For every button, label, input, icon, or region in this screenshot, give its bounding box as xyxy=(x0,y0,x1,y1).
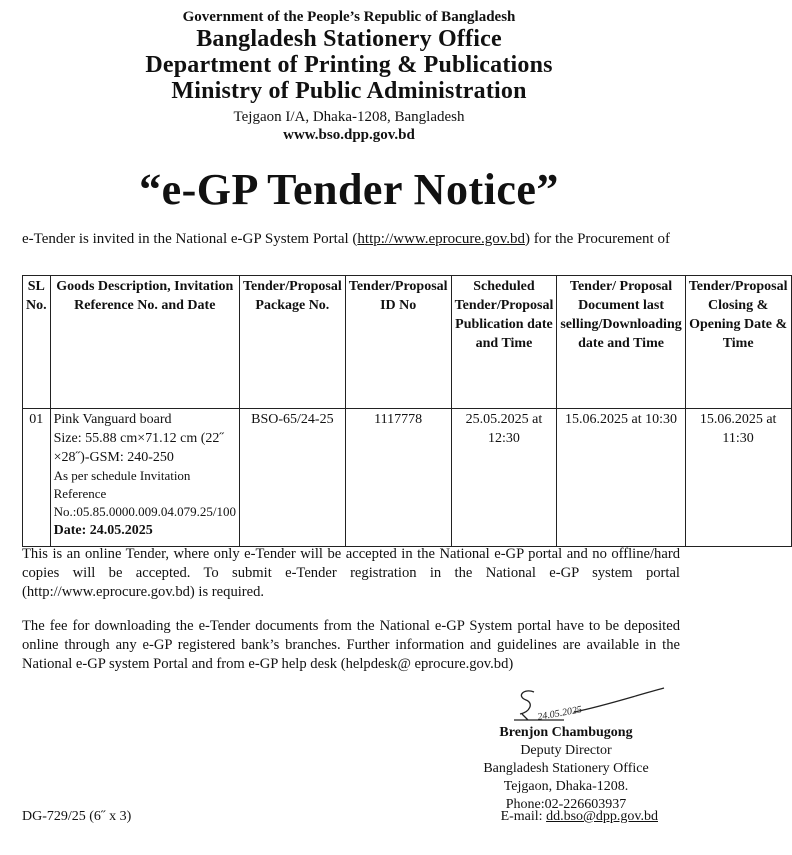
signatory-office: Bangladesh Stationery Office xyxy=(483,761,649,776)
eprocure-link[interactable]: http://www.eprocure.gov.bd xyxy=(357,231,526,247)
website: www.bso.dpp.gov.bd xyxy=(283,127,415,143)
office-name: Bangladesh Stationery Office xyxy=(196,26,502,52)
signatory-designation: Deputy Director xyxy=(520,743,612,758)
online-tender-paragraph: This is an online Tender, where only e-Tender will be accepted in the National e-GP portal and no offline/hard copies will be accepted. To submit e-Tender registration in the National e-GP system portal (http://www.eprocure.gov.bd) is required. xyxy=(22,546,680,600)
fee-paragraph: The fee for downloading the e-Tender documents from the National e-GP System portal have to be deposited online through any e-GP registered bank’s branches. Further information and guidelines are available in the National e-GP system Portal and from e-GP help desk (helpdesk@ eprocure.gov.bd) xyxy=(22,618,680,672)
table-row xyxy=(23,409,792,547)
signatory-location: Tejgaon, Dhaka-1208. xyxy=(503,779,629,794)
email-label: E-mail: xyxy=(500,809,547,824)
cell-package: BSO-65/24-25 xyxy=(239,409,345,547)
intro-paragraph xyxy=(22,230,680,249)
intro-text-after: ) for the Procurement of xyxy=(525,231,670,247)
signatory-name: Brenjon Chambugong xyxy=(499,725,633,740)
desc-date: Date: 24.05.2025 xyxy=(53,523,153,538)
cell-publication: 25.05.2025 at 12:30 xyxy=(451,409,557,547)
header-closing: Tender/Proposal Closing & Opening Date & Time xyxy=(685,276,791,409)
header-selling: Tender/ Proposal Document last selling/Downloading date and Time xyxy=(557,276,685,409)
department-name: Department of Printing & Publications xyxy=(145,52,553,78)
cell-sl: 01 xyxy=(23,409,51,547)
ministry-name: Ministry of Public Administration xyxy=(171,78,527,104)
header-id: Tender/Proposal ID No xyxy=(345,276,451,409)
desc-size: Size: 55.88 cm×71.12 cm (22˝ ×28˝)-GSM: 240-250 xyxy=(53,431,225,465)
header-sl: SL No. xyxy=(23,276,51,409)
header-package: Tender/Proposal Package No. xyxy=(239,276,345,409)
cell-id: 1117778 xyxy=(345,409,451,547)
intro-text-before: e-Tender is invited in the National e-GP System Portal ( xyxy=(22,231,358,247)
address: Tejgaon I/A, Dhaka-1208, Bangladesh xyxy=(233,109,465,125)
desc-reference: As per schedule Invitation Reference No.:05.85.0000.009.04.079.25/100 xyxy=(53,468,236,519)
email-link[interactable]: dd.bso@dpp.gov.bd xyxy=(546,809,658,824)
signature-block xyxy=(456,724,676,814)
cell-closing: 15.06.2025 at 11:30 xyxy=(685,409,791,547)
header xyxy=(0,8,698,144)
table-header-row xyxy=(23,276,792,409)
header-description: Goods Description, Invitation Reference No. and Date xyxy=(50,276,239,409)
handwritten-signature xyxy=(494,686,674,726)
email-line xyxy=(501,808,658,826)
footer-code: DG-729/25 (6˝ x 3) xyxy=(22,809,132,824)
signatory-phone: Phone:02-226603937 xyxy=(505,797,627,812)
cell-selling: 15.06.2025 at 10:30 xyxy=(557,409,685,547)
desc-item: Pink Vanguard board xyxy=(53,412,172,427)
government-line: Government of the People’s Republic of Bangladesh xyxy=(182,9,516,25)
tender-table xyxy=(22,275,792,547)
notice-title: “e-GP Tender Notice” xyxy=(139,165,559,214)
header-publication: Scheduled Tender/Proposal Publication date and Time xyxy=(451,276,557,409)
signature-graphic xyxy=(494,686,674,726)
cell-description xyxy=(50,409,239,547)
svg-text:24.05.2025: 24.05.2025 xyxy=(536,704,583,723)
